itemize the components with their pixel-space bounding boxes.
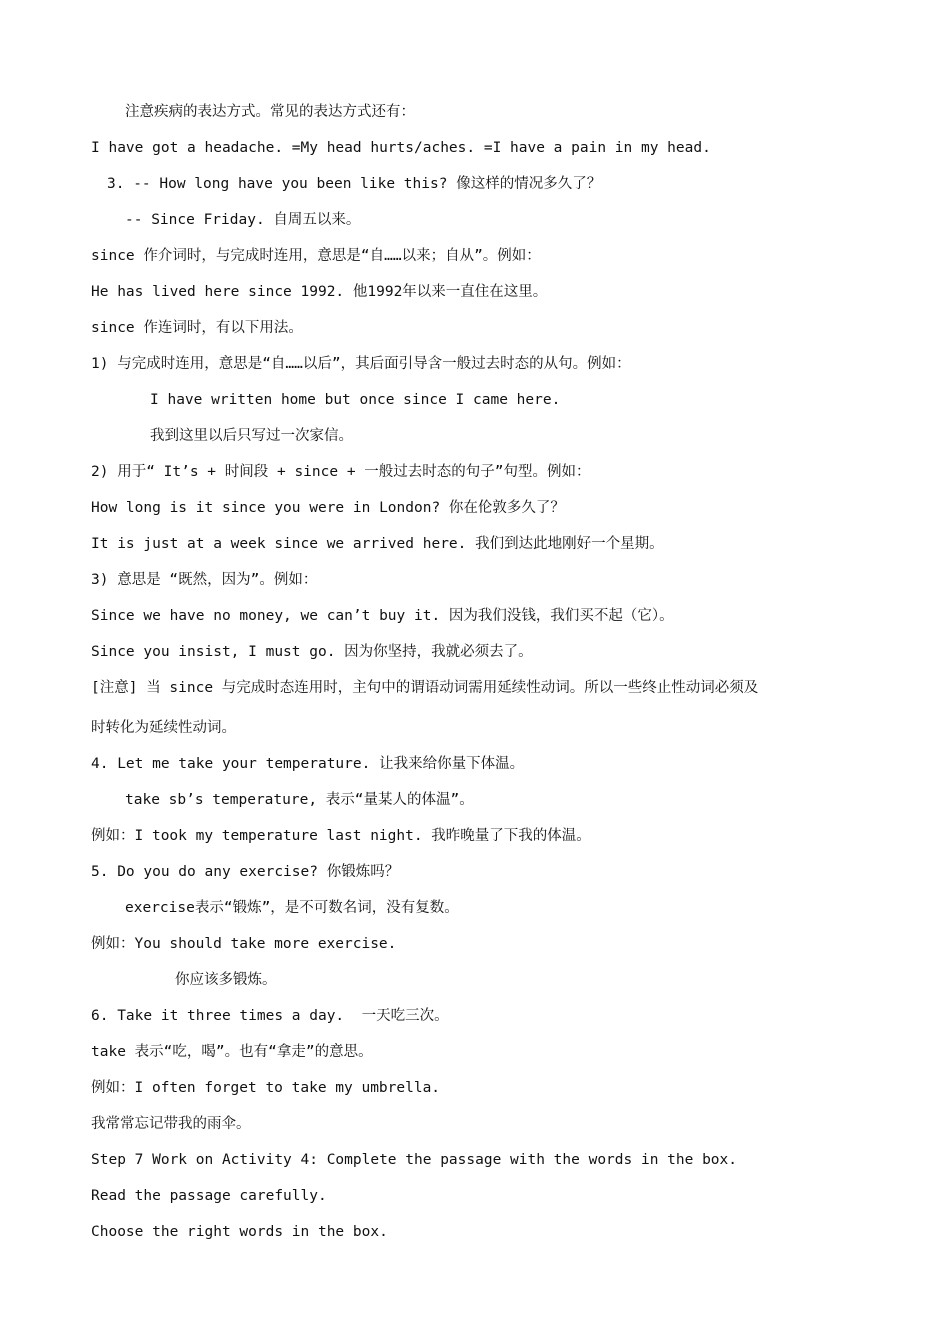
text-line: I have got a headache. =My head hurts/aches. =I have a pain in my head. bbox=[91, 140, 711, 156]
text-line: [注意] 当 since 与完成时态连用时，主句中的谓语动词需用延续性动词。所以一些终止性动词必须及 bbox=[91, 680, 759, 696]
text-line: How long is it since you were in London? 你在伦敦多久了？ bbox=[91, 500, 565, 516]
text-line: 6. Take it three times a day. 一天吃三次。 bbox=[91, 1008, 449, 1024]
text-line: 3) 意思是 “既然，因为”。例如： bbox=[91, 572, 318, 588]
text-line: 时转化为延续性动词。 bbox=[91, 720, 236, 736]
text-line: 注意疾病的表达方式。常见的表达方式还有： bbox=[125, 104, 415, 120]
text-line: 5. Do you do any exercise? 你锻炼吗？ bbox=[91, 864, 400, 880]
text-line: since 作连词时，有以下用法。 bbox=[91, 320, 303, 336]
text-line: take 表示“吃，喝”。也有“拿走”的意思。 bbox=[91, 1044, 373, 1060]
text-line: 3. -- How long have you been like this? 像这样的情况多久了？ bbox=[107, 176, 602, 192]
text-line: Since we have no money, we can’t buy it. 因为我们没钱，我们买不起（它）。 bbox=[91, 608, 674, 624]
text-line: exercise表示“锻炼”，是不可数名词，没有复数。 bbox=[125, 900, 459, 916]
text-line: 例如：I often forget to take my umbrella. bbox=[91, 1080, 441, 1096]
text-line: Since you insist, I must go. 因为你坚持，我就必须去了。 bbox=[91, 644, 533, 660]
text-line: 1) 与完成时连用，意思是“自……以后”，其后面引导含一般过去时态的从句。例如： bbox=[91, 356, 631, 372]
text-line: 我常常忘记带我的雨伞。 bbox=[91, 1116, 251, 1132]
text-line: 4. Let me take your temperature. 让我来给你量下体温。 bbox=[91, 756, 525, 772]
text-line: 例如：I took my temperature last night. 我昨晚量了下我的体温。 bbox=[91, 828, 591, 844]
text-line: Read the passage carefully. bbox=[91, 1188, 327, 1204]
text-line: It is just at a week since we arrived here. 我们到达此地刚好一个星期。 bbox=[91, 536, 664, 552]
text-line: 你应该多锻炼。 bbox=[175, 972, 277, 988]
text-line: since 作介词时，与完成时连用，意思是“自……以来；自从”。例如： bbox=[91, 248, 541, 264]
text-line: 我到这里以后只写过一次家信。 bbox=[150, 428, 353, 444]
text-line: -- Since Friday. 自周五以来。 bbox=[125, 212, 361, 228]
text-line: 2) 用于“ It’s + 时间段 + since + 一般过去时态的句子”句型。例如： bbox=[91, 464, 591, 480]
text-line: He has lived here since 1992. 他1992年以来一直住在这里。 bbox=[91, 284, 548, 300]
text-line: take sb’s temperature, 表示“量某人的体温”。 bbox=[125, 792, 474, 808]
text-line: Step 7 Work on Activity 4: Complete the passage with the words in the box. bbox=[91, 1152, 738, 1168]
text-line: 例如：You should take more exercise. bbox=[91, 936, 397, 952]
text-line: I have written home but once since I came here. bbox=[150, 392, 561, 408]
text-line: Choose the right words in the box. bbox=[91, 1224, 388, 1240]
